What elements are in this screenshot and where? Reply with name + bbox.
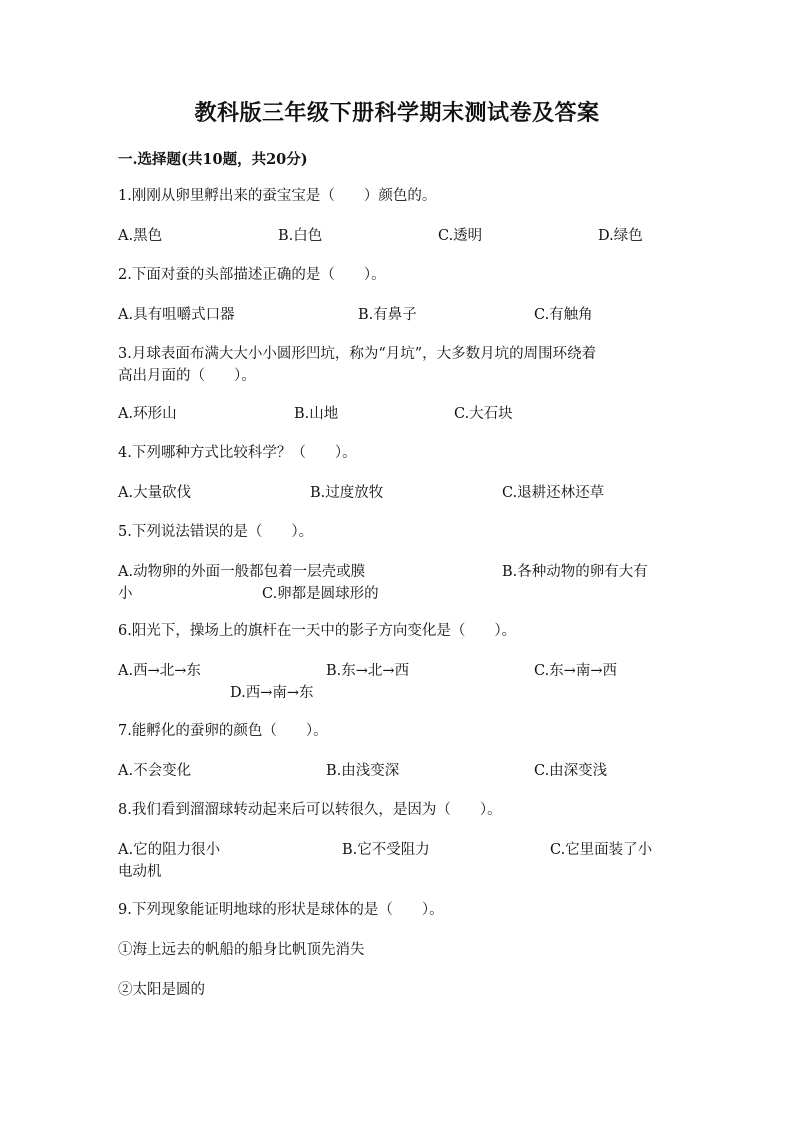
q2-option-a: A.具有咀嚼式口器 bbox=[118, 307, 235, 323]
q3-option-b: B.山地 bbox=[294, 406, 339, 422]
question-8: 8.我们看到溜溜球转动起来后可以转很久，是因为（ ）。 bbox=[118, 802, 502, 818]
question-3-line-1: 3.月球表面布满大大小小圆形凹坑，称为“月坑”，大多数月坑的周围环绕着 bbox=[118, 346, 597, 362]
question-6: 6.阳光下，操场上的旗杆在一天中的影子方向变化是（ ）。 bbox=[118, 623, 517, 639]
q1-option-d: D.绿色 bbox=[598, 228, 643, 244]
q5-option-b: B.各种动物的卵有大有 bbox=[502, 564, 648, 580]
question-7: 7.能孵化的蚕卵的颜色（ ）。 bbox=[118, 723, 328, 739]
q8-option-c-wrap: 电动机 bbox=[118, 864, 162, 880]
q4-option-b: B.过度放牧 bbox=[310, 485, 384, 501]
q6-option-a: A.西→北→东 bbox=[118, 663, 201, 679]
q5-option-c: C.卵都是圆球形的 bbox=[262, 586, 379, 602]
q5-option-b-wrap: 小 bbox=[118, 586, 133, 602]
q1-option-c: C.透明 bbox=[438, 228, 483, 244]
q8-option-c: C.它里面装了小 bbox=[550, 842, 653, 858]
q7-option-a: A.不会变化 bbox=[118, 763, 192, 779]
q3-option-c: C.大石块 bbox=[454, 406, 513, 422]
q8-option-b: B.它不受阻力 bbox=[342, 842, 430, 858]
question-3-line-2: 高出月面的（ ）。 bbox=[118, 368, 256, 384]
q6-option-b: B.东→北→西 bbox=[326, 663, 410, 679]
q6-option-c: C.东→南→西 bbox=[534, 663, 617, 679]
q4-option-a: A.大量砍伐 bbox=[118, 485, 192, 501]
question-2: 2.下面对蚕的头部描述正确的是（ ）。 bbox=[118, 267, 386, 283]
question-4: 4.下列哪种方式比较科学？（ ）。 bbox=[118, 445, 357, 461]
q8-option-a: A.它的阻力很小 bbox=[118, 842, 221, 858]
q6-option-d: D.西→南→东 bbox=[230, 685, 314, 701]
q4-option-c: C.退耕还林还草 bbox=[502, 485, 605, 501]
q5-option-a: A.动物卵的外面一般都包着一层壳或膜 bbox=[118, 564, 366, 580]
q3-option-a: A.环形山 bbox=[118, 406, 177, 422]
q1-option-b: B.白色 bbox=[278, 228, 323, 244]
q9-item-1: ①海上远去的帆船的船身比帆顶先消失 bbox=[118, 942, 365, 958]
q2-option-b: B.有鼻子 bbox=[358, 307, 417, 323]
q9-item-2: ②太阳是圆的 bbox=[118, 982, 205, 998]
q7-option-b: B.由浅变深 bbox=[326, 763, 400, 779]
question-5: 5.下列说法错误的是（ ）。 bbox=[118, 524, 314, 540]
q2-option-c: C.有触角 bbox=[534, 307, 593, 323]
question-1: 1.刚刚从卵里孵出来的蚕宝宝是（ ）颜色的。 bbox=[118, 188, 437, 204]
page-title: 教科版三年级下册科学期末测试卷及答案 bbox=[194, 100, 600, 126]
section-heading: 一.选择题(共10题，共20分) bbox=[118, 151, 308, 168]
q1-option-a: A.黑色 bbox=[118, 228, 163, 244]
question-9: 9.下列现象能证明地球的形状是球体的是（ ）。 bbox=[118, 902, 444, 918]
q7-option-c: C.由深变浅 bbox=[534, 763, 608, 779]
